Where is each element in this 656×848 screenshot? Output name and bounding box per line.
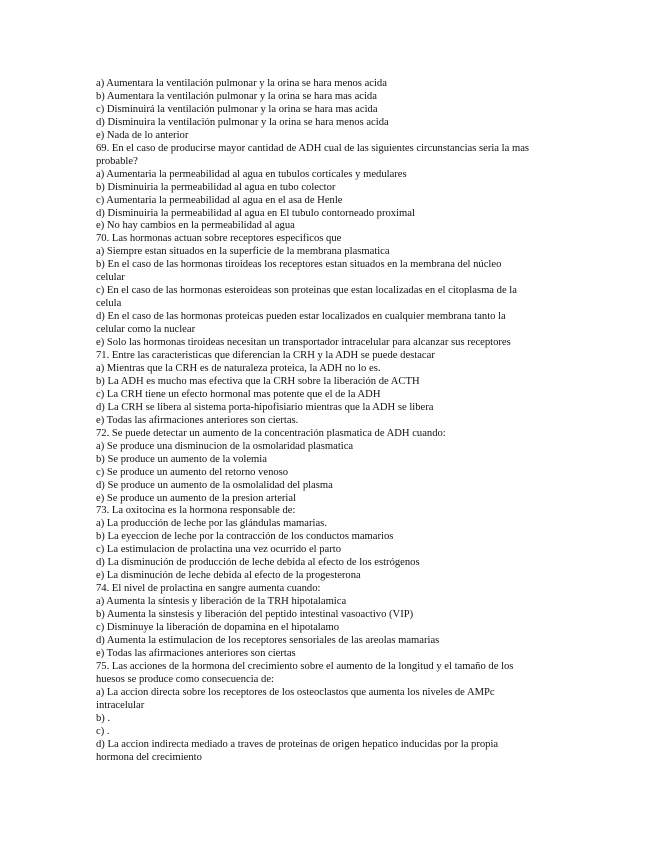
text-line: d) Disminuiria la permeabilidad al agua en El tubulo contorneado proximal bbox=[96, 207, 415, 219]
text-line: hormona del crecimiento bbox=[96, 751, 202, 763]
document-text bbox=[96, 78, 572, 765]
text-line: celular como la nuclear bbox=[96, 324, 196, 336]
text-line: e) Todas las afirmaciones anteriores son ciertas bbox=[96, 647, 296, 659]
text-line: b) La ADH es mucho mas efectiva que la CRH sobre la liberación de ACTH bbox=[96, 375, 420, 387]
text-line: b) Aumenta la sinstesis y liberación del peptido intestinal vasoactivo (VIP) bbox=[96, 609, 414, 621]
text-line: e) Solo las hormonas tiroideas necesitan un transportador intracelular para alcanzar sus receptores bbox=[96, 337, 511, 349]
text-line: c) Disminuye la liberación de dopamina en el hipotalamo bbox=[96, 622, 339, 634]
text-line: b) Aumentara la ventilación pulmonar y la orina se hara mas acida bbox=[96, 90, 377, 102]
text-line: e) Se produce un aumento de la presion arterial bbox=[96, 492, 297, 504]
text-line: e) La disminución de leche debida al efecto de la progesterona bbox=[96, 570, 361, 582]
text-line: 70. Las hormonas actuan sobre receptores especificos que bbox=[96, 233, 342, 245]
text-line: d) La disminución de producción de leche debida al efecto de los estrógenos bbox=[96, 557, 420, 569]
text-line: intracelular bbox=[96, 699, 145, 711]
text-line: b) La eyeccion de leche por la contracción de los conductos mamarios bbox=[96, 531, 394, 543]
text-line: e) Todas las afirmaciones anteriores son ciertas. bbox=[96, 414, 299, 426]
text-line: d) La accion indirecta mediado a traves de proteinas de origen hepatico inducidas por la propia bbox=[96, 738, 499, 750]
text-line: b) En el caso de las hormonas tiroideas los receptores estan situados en la membrana del núcleo bbox=[96, 259, 502, 271]
text-line: 69. En el caso de producirse mayor cantidad de ADH cual de las siguientes circunstancias seria la mas bbox=[96, 142, 530, 154]
text-line: d) Se produce un aumento de la osmolalidad del plasma bbox=[96, 479, 333, 491]
text-line: 72. Se puede detectar un aumento de la concentración plasmatica de ADH cuando: bbox=[96, 427, 446, 439]
text-line: d) Aumenta la estimulacion de los receptores sensoriales de las areolas mamarias bbox=[96, 634, 440, 646]
text-line: c) . bbox=[96, 725, 110, 737]
text-line: a) Aumenta la síntesis y liberación de la TRH hipotalamica bbox=[96, 596, 347, 608]
text-line: c) La CRH tiene un efecto hormonal mas potente que el de la ADH bbox=[96, 388, 381, 400]
text-line: e) Nada de lo anterior bbox=[96, 129, 189, 141]
text-line: c) Aumentaria la permeabilidad al agua en el asa de Henle bbox=[96, 194, 343, 206]
text-line: a) Siempre estan situados en la superficie de la membrana plasmatica bbox=[96, 246, 390, 258]
text-line: b) Disminuiria la permeabilidad al agua en tubo colector bbox=[96, 181, 336, 193]
text-line: c) Se produce un aumento del retorno venoso bbox=[96, 466, 289, 478]
text-line: 75. Las acciones de la hormona del crecimiento sobre el aumento de la longitud y el tamaño de los bbox=[96, 660, 514, 672]
text-line: a) Mientras que la CRH es de naturaleza proteica, la ADH no lo es. bbox=[96, 362, 381, 374]
text-line: huesos se produce como consecuencia de: bbox=[96, 673, 274, 685]
text-line: d) En el caso de las hormonas proteicas pueden estar localizados en cualquier membrana tanto la bbox=[96, 311, 506, 323]
text-line: probable? bbox=[96, 155, 138, 167]
text-line: a) Se produce una disminucion de la osmolaridad plasmatica bbox=[96, 440, 354, 452]
text-line: a) La accion directa sobre los receptores de los osteoclastos que aumenta los niveles de AMPc bbox=[96, 686, 495, 698]
text-line: c) En el caso de las hormonas esteroideas son proteinas que estan localizadas en el citoplasma de la bbox=[96, 285, 517, 297]
text-line: b) . bbox=[96, 712, 111, 724]
text-line: c) Disminuirá la ventilación pulmonar y la orina se hara mas acida bbox=[96, 103, 378, 115]
text-line: a) La producción de leche por las glándulas mamarias. bbox=[96, 518, 327, 530]
text-line: celular bbox=[96, 272, 125, 284]
text-line: 74. El nivel de prolactina en sangre aumenta cuando: bbox=[96, 583, 321, 595]
text-line: celula bbox=[96, 298, 122, 310]
text-line: d) Disminuira la ventilación pulmonar y la orina se hara menos acida bbox=[96, 116, 389, 128]
text-line: d) La CRH se libera al sistema porta-hipofisiario mientras que la ADH se libera bbox=[96, 401, 434, 413]
text-line: 73. La oxitocina es la hormona responsable de: bbox=[96, 505, 296, 517]
text-line: a) Aumentaria la permeabilidad al agua en tubulos corticales y medulares bbox=[96, 168, 407, 180]
text-line: c) La estimulacion de prolactina una vez ocurrido el parto bbox=[96, 544, 342, 556]
text-line: 71. Entre las caracteristicas que diferencian la CRH y la ADH se puede destacar bbox=[96, 350, 435, 362]
text-line: a) Aumentara la ventilación pulmonar y la orina se hara menos acida bbox=[96, 78, 387, 89]
text-line: e) No hay cambios en la permeabilidad al agua bbox=[96, 220, 295, 232]
text-line: b) Se produce un aumento de la volemia bbox=[96, 453, 267, 465]
